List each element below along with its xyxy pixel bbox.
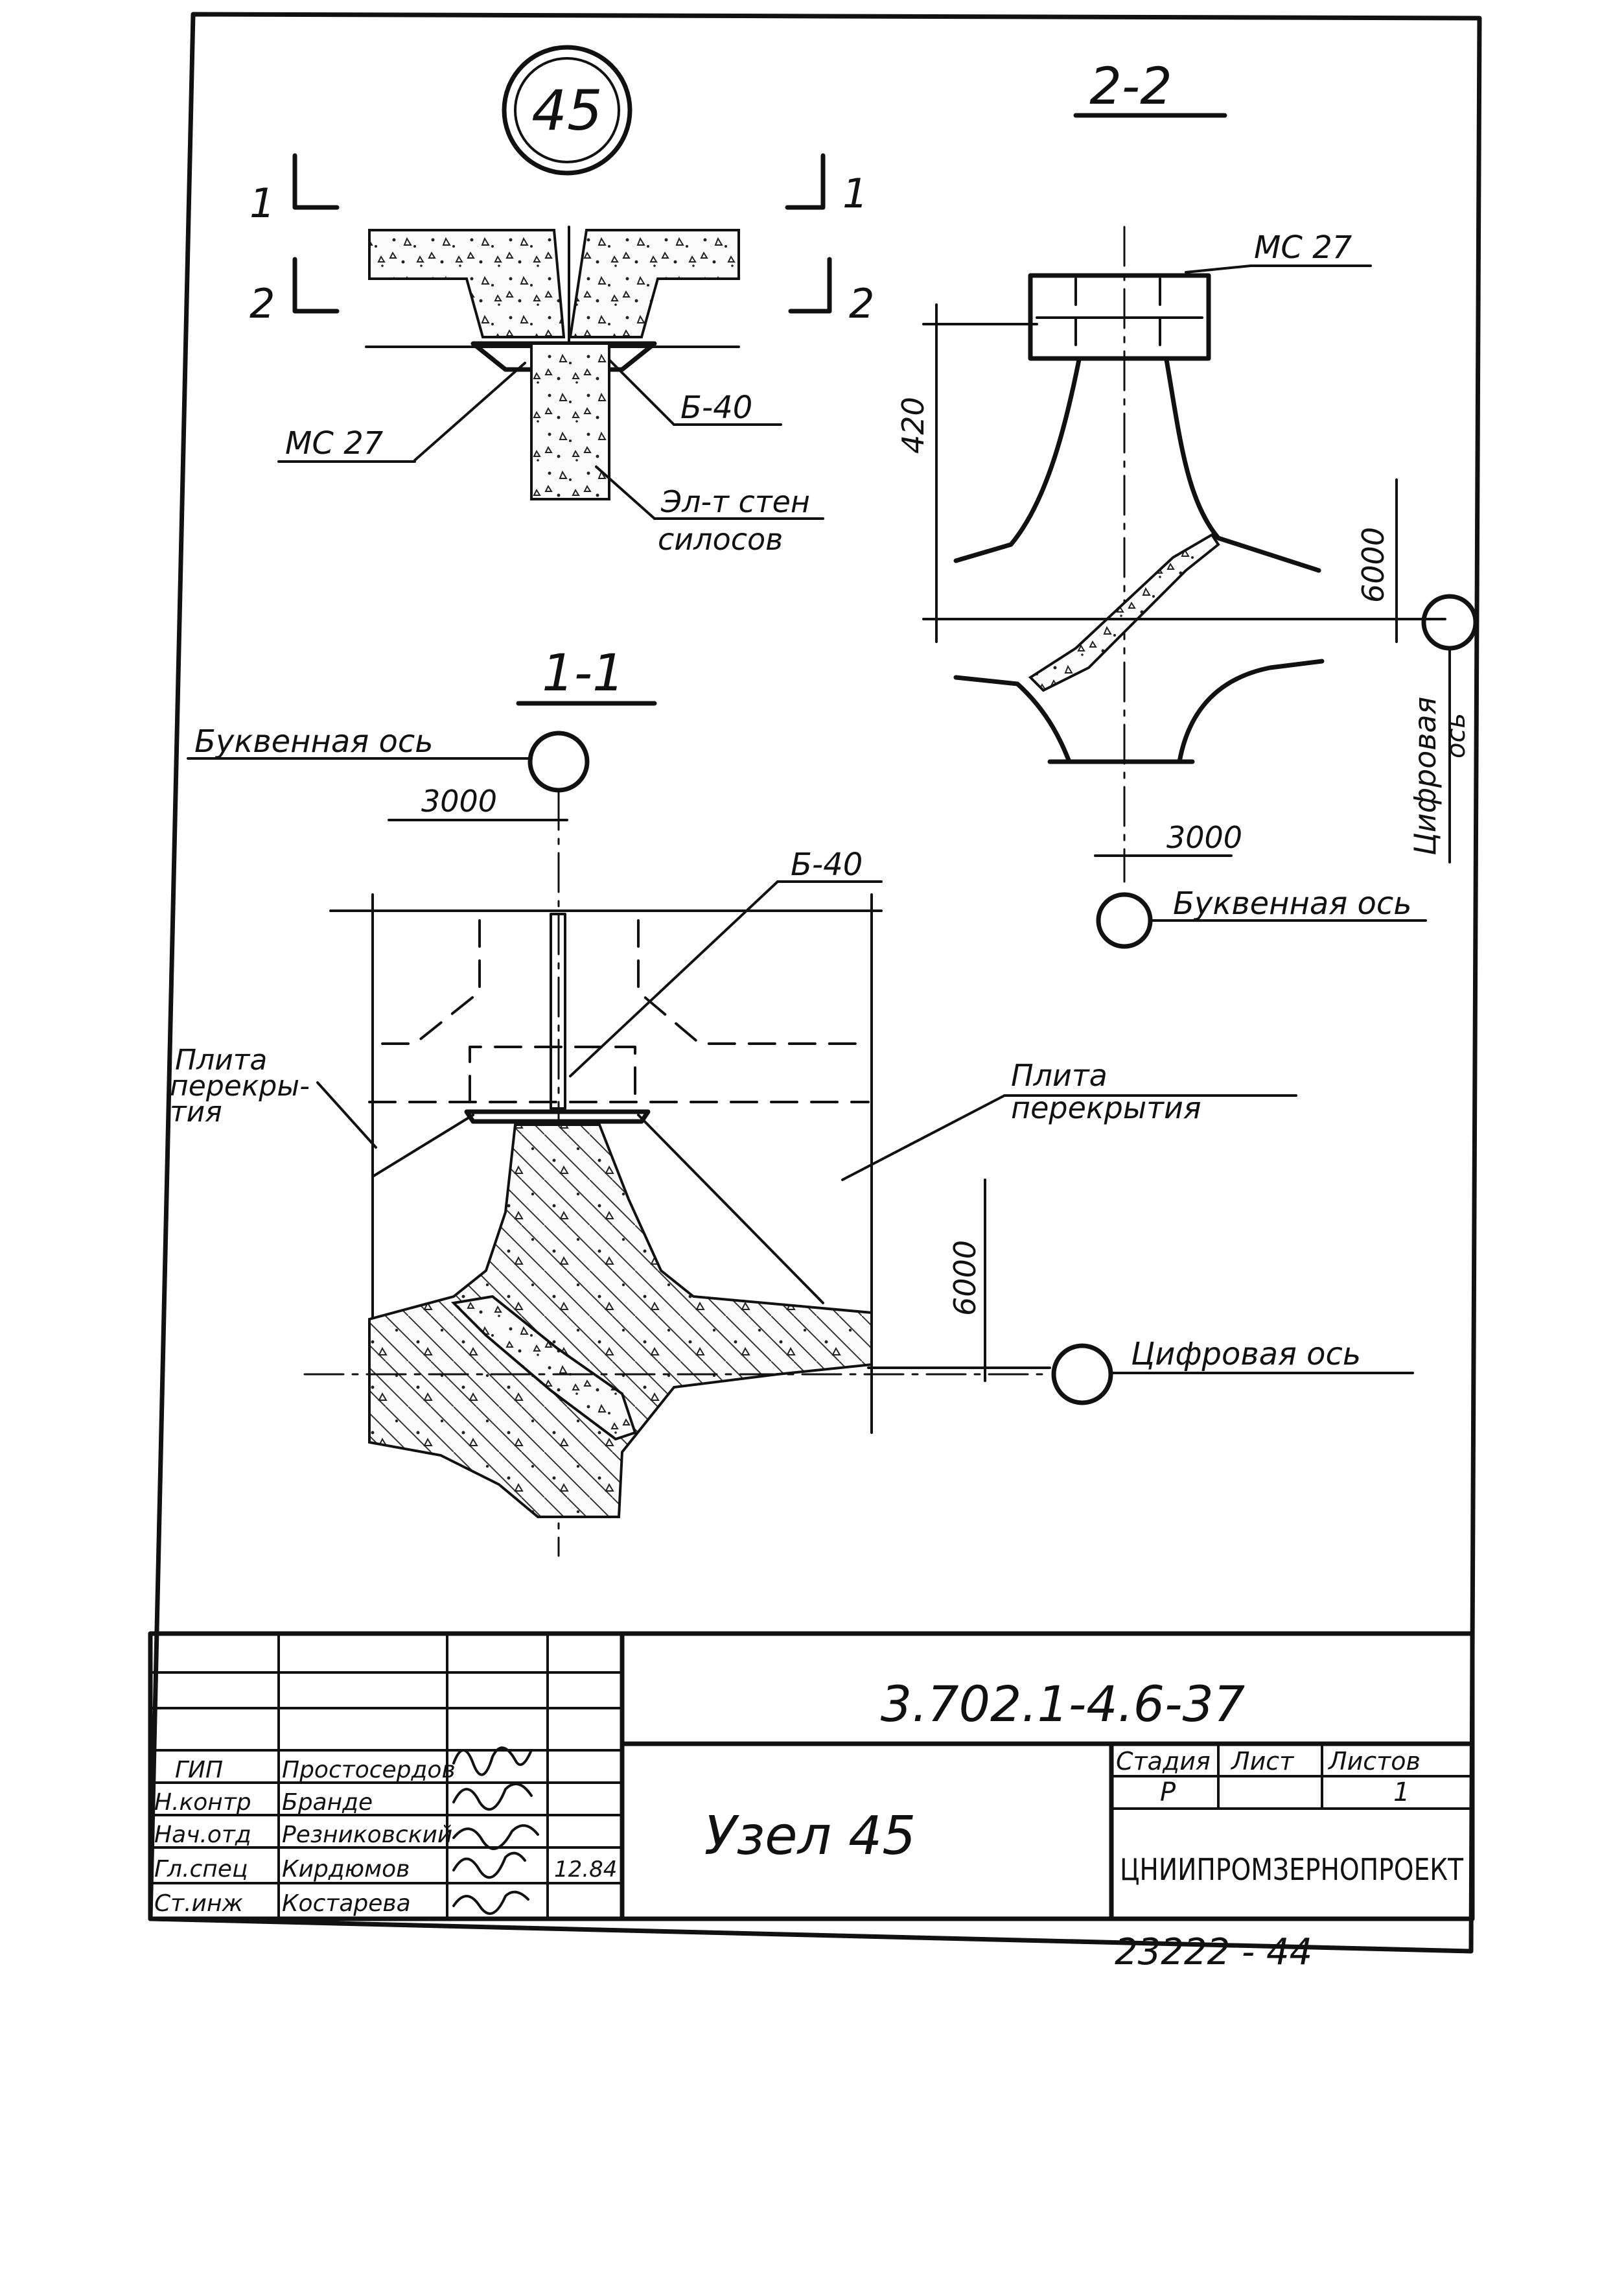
silo-wall-label-1: Эл-т стен [661, 484, 810, 519]
role-1: Н.контр [154, 1789, 251, 1816]
node-badge-number: 45 [531, 78, 603, 143]
sheet-header: Лист [1231, 1747, 1294, 1776]
section-11-b40-label: Б-40 [791, 847, 863, 883]
role-0: ГИП [175, 1757, 224, 1783]
section-22-dim-420: 420 [896, 397, 931, 454]
sheet-frame [150, 14, 1479, 1951]
slab-right-label-2: перекрытия [1011, 1090, 1201, 1125]
node-badge [504, 47, 630, 173]
name-4: Костарева [282, 1890, 411, 1917]
section-11-axis-digit: Цифровая ось [1131, 1336, 1362, 1372]
role-3: Гл.спец [154, 1856, 248, 1882]
section-11-title-group [518, 644, 655, 703]
section-11-title: 1-1 [542, 644, 625, 703]
cut-mark-1-right: 1 [842, 170, 868, 217]
name-3: Кирдюмов [282, 1856, 410, 1882]
cut-mark-1-left: 1 [249, 180, 275, 227]
slab-left-label-2: перекры- [170, 1070, 310, 1103]
section-22-axis-digit-2: ось [1441, 712, 1471, 758]
section-22-dim-6000: 6000 [1356, 526, 1391, 603]
footer-number: 23222 - 44 [1115, 1931, 1313, 1973]
role-4: Ст.инж [154, 1890, 243, 1917]
organization: ЦНИИПРОМЗЕРНОПРОЕКТ [1120, 1852, 1464, 1887]
name-0: Простосердов [282, 1757, 456, 1783]
cut-mark-2-left: 2 [249, 280, 275, 327]
section-22-axis-letter: Буквенная ось [1173, 885, 1412, 922]
role-2: Нач.отд [154, 1822, 251, 1848]
name-2: Резниковский [282, 1822, 453, 1848]
sheets-value: 1 [1393, 1777, 1410, 1807]
signatures [454, 1748, 538, 1914]
section-11-axis-letter: Буквенная ось [194, 723, 434, 760]
slab-left-label-3: тия [170, 1096, 222, 1129]
section-22-title: 2-2 [1089, 58, 1172, 116]
section-22-axis-digit-1: Цифровая [1408, 696, 1443, 856]
node-title: Узел 45 [704, 1805, 916, 1867]
section-22 [896, 227, 1476, 946]
section-22-title-group [1076, 58, 1225, 116]
slab-left-label-1: Плита [175, 1044, 268, 1077]
title-block [150, 1634, 1472, 1919]
section-11-dim-6000: 6000 [947, 1239, 982, 1316]
section-22-mc27-label: МС 27 [1254, 229, 1352, 266]
date-note: 12.84 [554, 1857, 618, 1882]
name-1: Бранде [282, 1789, 373, 1816]
sheets-header: Листов [1328, 1747, 1421, 1776]
silo-wall-label-2: силосов [658, 522, 783, 557]
stage-header: Стадия [1116, 1747, 1211, 1776]
top-mc27-label: МС 27 [285, 425, 384, 462]
cut-mark-2-right: 2 [849, 280, 875, 327]
top-detail [249, 156, 874, 557]
section-11-dim-3000: 3000 [421, 784, 498, 819]
doc-code: 3.702.1-4.6-37 [880, 1675, 1246, 1733]
slab-right-label-1: Плита [1011, 1058, 1108, 1093]
top-b40-label: Б-40 [680, 390, 753, 426]
stage-value: Р [1160, 1777, 1176, 1807]
section-22-dim-3000: 3000 [1166, 820, 1243, 855]
